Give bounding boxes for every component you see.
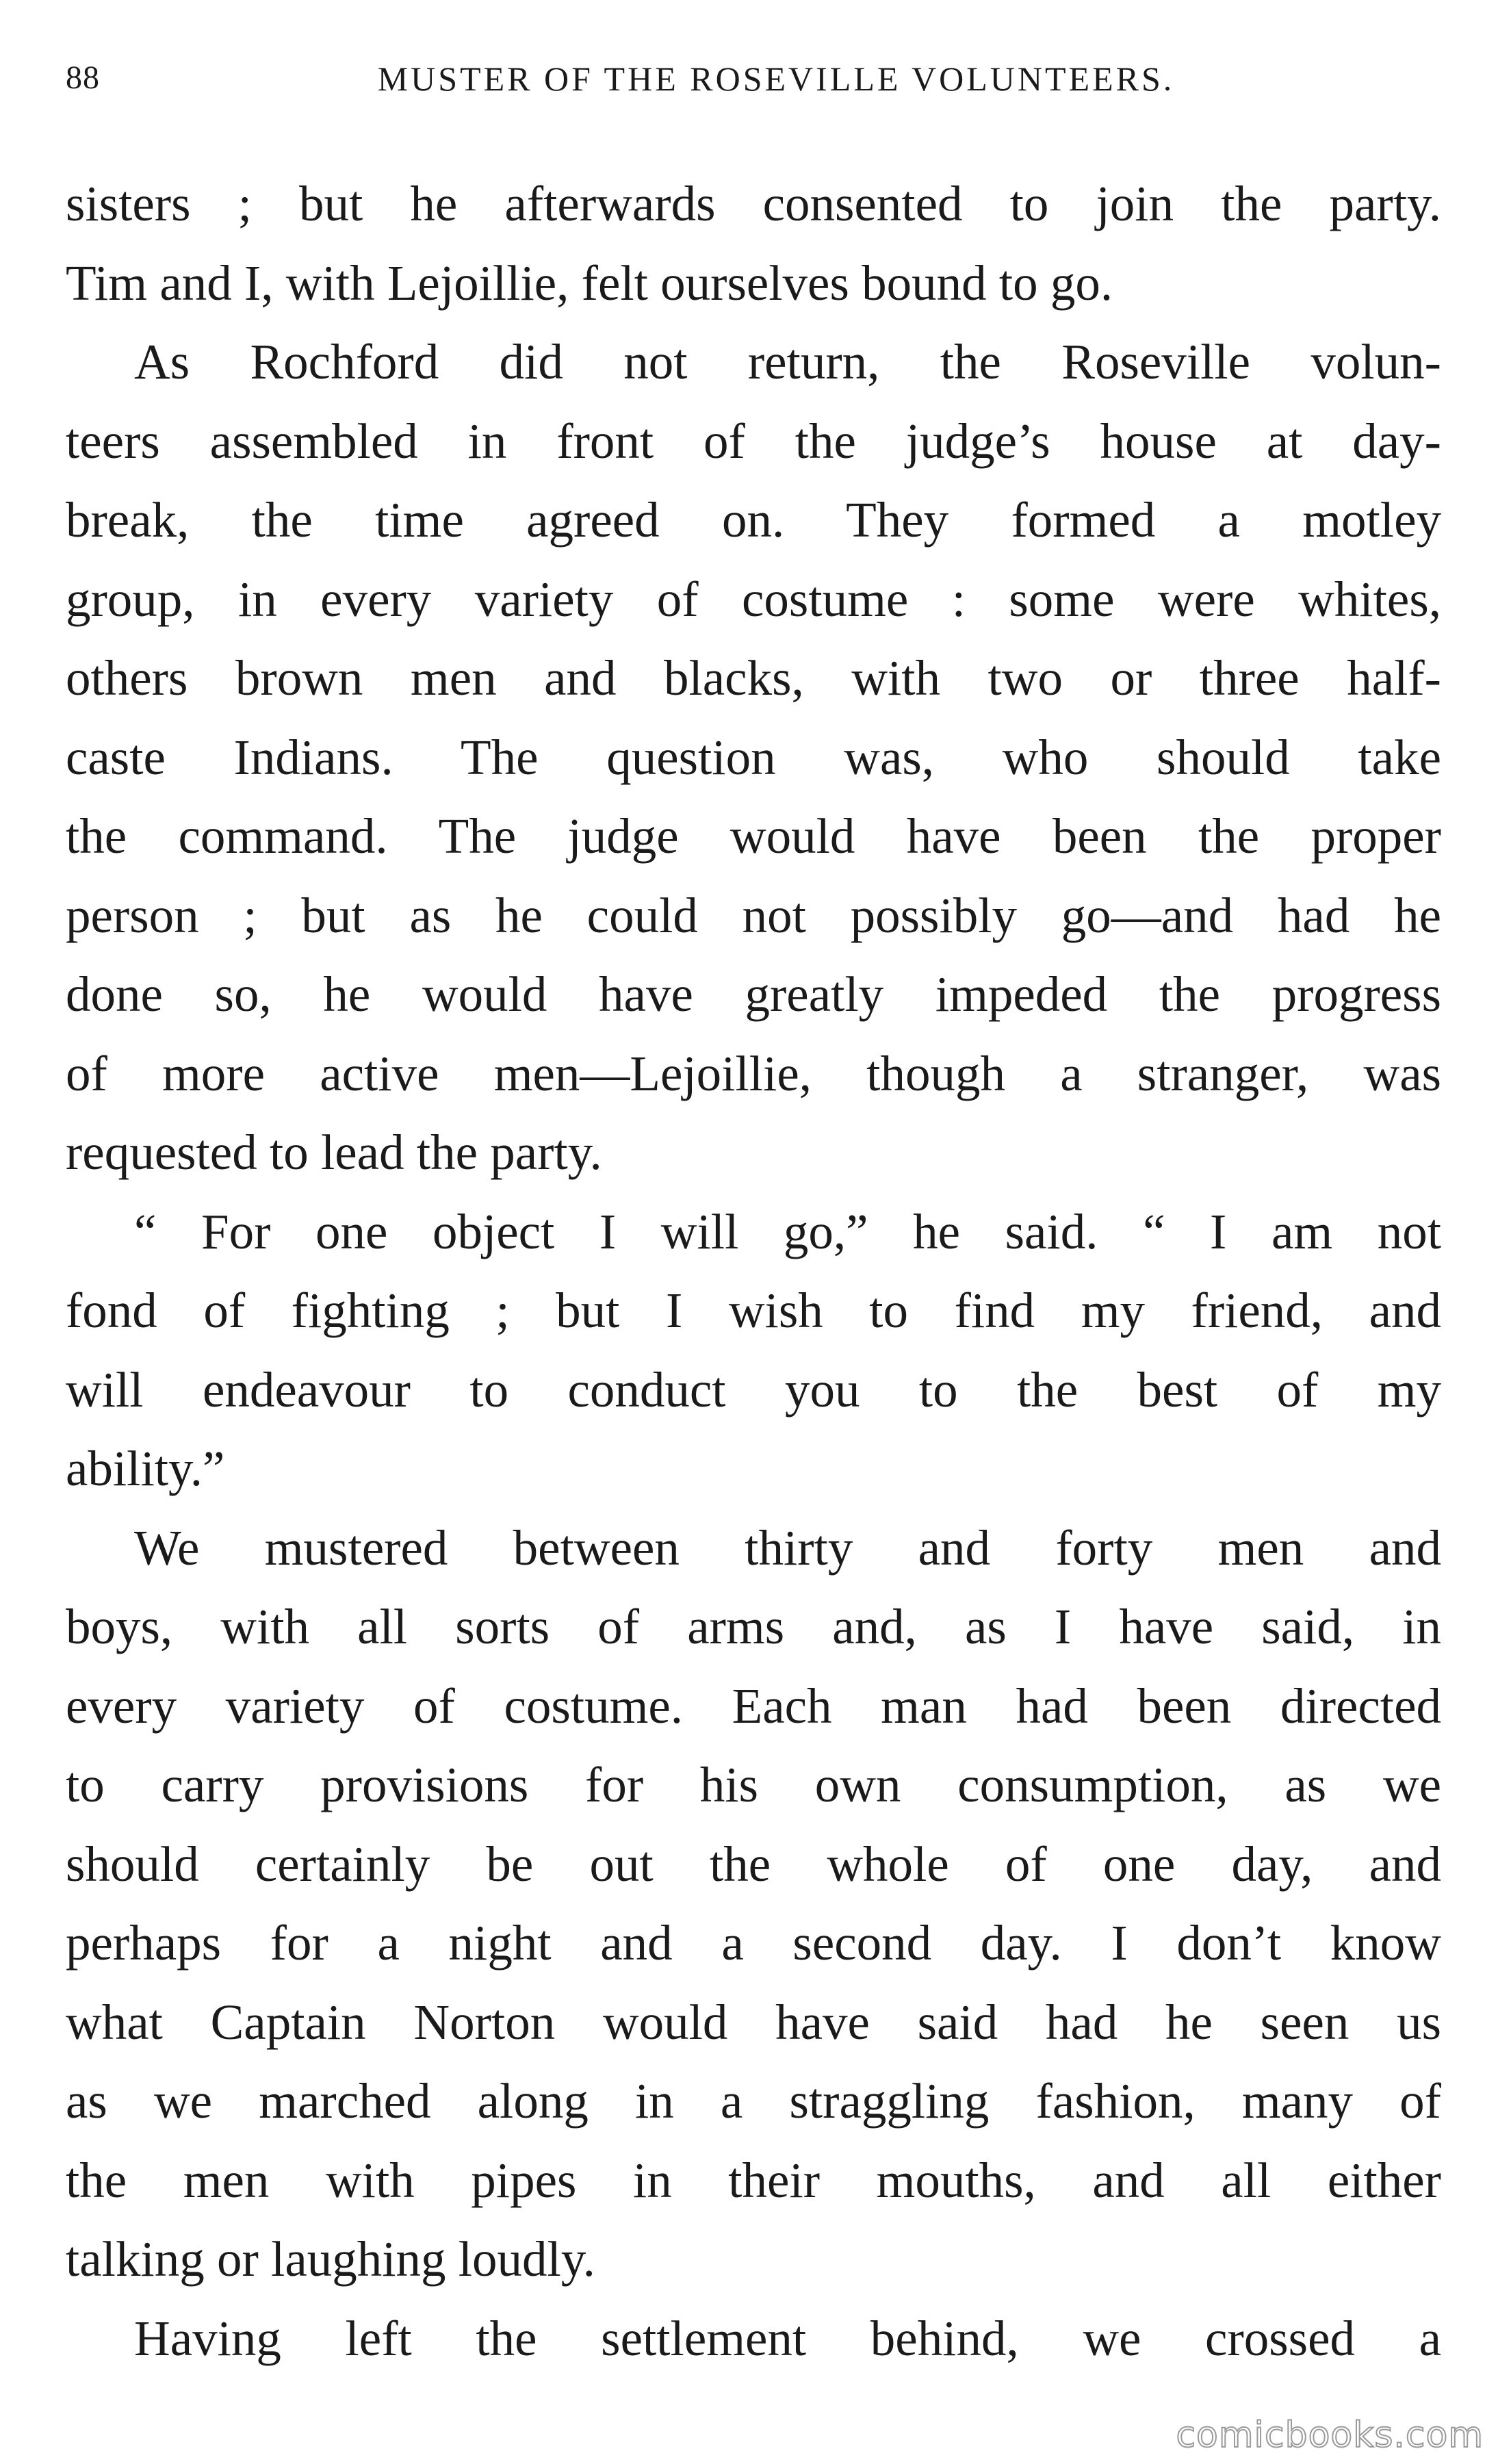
text-line: what Captain Norton would have said had he seen us xyxy=(66,1994,1441,2050)
text-line: fond of fighting ; but I wish to find my friend, and xyxy=(66,1283,1441,1338)
page-number: 88 xyxy=(66,60,100,96)
text-line: “ For one object I will go,” he said. “ I am not xyxy=(134,1203,1441,1259)
text-line: break, the time agreed on. They formed a motley xyxy=(66,492,1441,548)
text-line: every variety of costume. Each man had been directed xyxy=(66,1678,1441,1734)
text-line: the command. The judge would have been the proper xyxy=(66,808,1441,864)
text-line: the men with pipes in their mouths, and all either xyxy=(66,2152,1441,2208)
text-line: requested to lead the party. xyxy=(66,1125,602,1180)
text-line: talking or laughing loudly. xyxy=(66,2231,595,2287)
text-line: perhaps for a night and a second day. I don’t know xyxy=(66,1915,1441,1971)
text-line: As Rochford did not return, the Roseville volun- xyxy=(134,334,1441,389)
text-line: group, in every variety of costume : some were whites, xyxy=(66,571,1441,627)
text-line: person ; but as he could not possibly go—and had he xyxy=(66,887,1441,943)
text-line: caste Indians. The question was, who should take xyxy=(66,729,1441,785)
text-line: others brown men and blacks, with two or three half- xyxy=(66,650,1441,706)
text-line: done so, he would have greatly impeded the progress xyxy=(66,966,1441,1022)
text-line: Having left the settlement behind, we crossed a xyxy=(134,2310,1441,2366)
text-line: boys, with all sorts of arms and, as I have said, in xyxy=(66,1599,1441,1654)
watermark: comicbooks.com xyxy=(1176,2415,1484,2456)
text-line: will endeavour to conduct you to the best of my xyxy=(66,1361,1441,1417)
text-line: of more active men—Lejoillie, though a stranger, was xyxy=(66,1045,1441,1101)
text-line: Tim and I, with Lejoillie, felt ourselves bound to go. xyxy=(66,255,1113,311)
text-line: ability.” xyxy=(66,1441,225,1496)
running-title: MUSTER OF THE ROSEVILLE VOLUNTEERS. xyxy=(377,60,1175,98)
text-line: should certainly be out the whole of one day, and xyxy=(66,1836,1441,1892)
text-line: sisters ; but he afterwards consented to join the party. xyxy=(66,176,1441,231)
text-line: as we marched along in a straggling fashion, many of xyxy=(66,2073,1441,2129)
text-line: We mustered between thirty and forty men and xyxy=(134,1519,1441,1576)
text-line: teers assembled in front of the judge’s house at day- xyxy=(66,413,1441,469)
page-header xyxy=(66,59,1445,114)
body-text xyxy=(66,164,1441,2378)
text-line: to carry provisions for his own consumption, as we xyxy=(66,1757,1441,1812)
